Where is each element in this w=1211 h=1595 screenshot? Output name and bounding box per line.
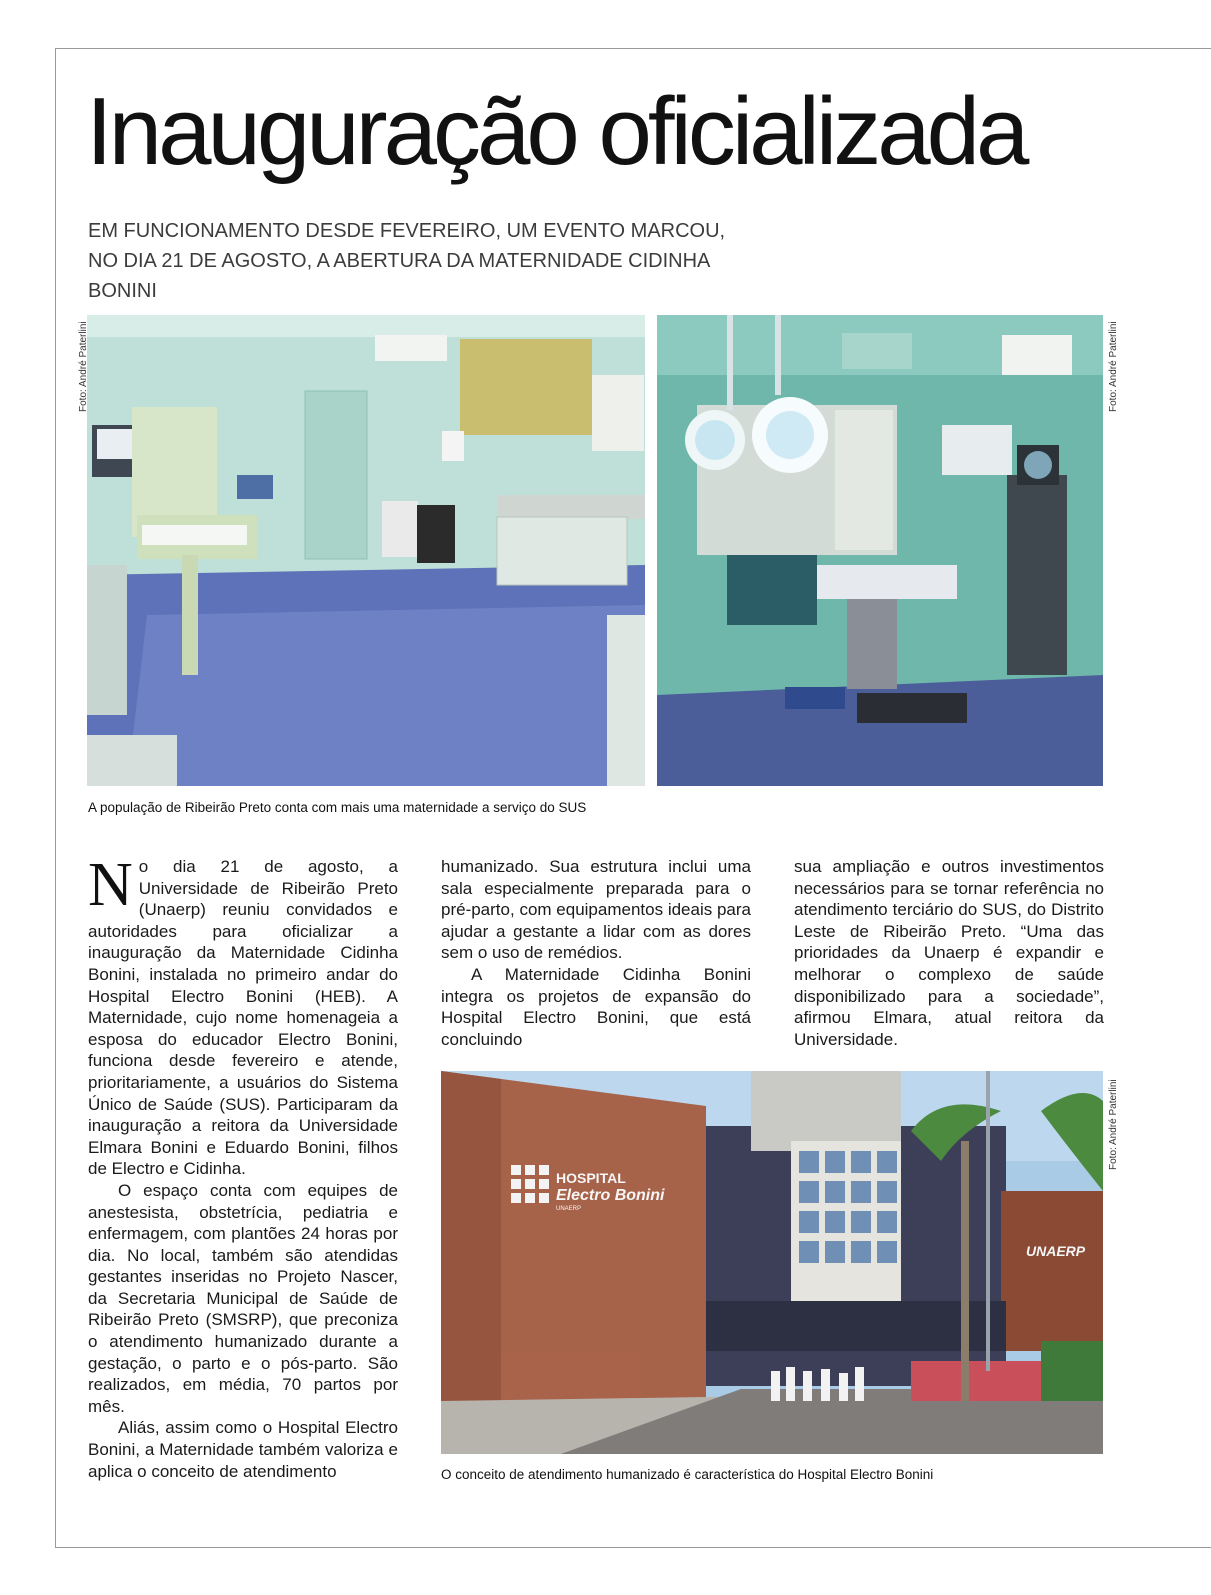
col2-paragraph-1: humanizado. Sua estrutura inclui uma sala especialmente preparada para o pré-parto, com equipamentos ideais para ajudar a gestante a lidar com as dores sem o uso de remédios.	[441, 857, 751, 963]
article-column-2	[441, 856, 751, 1050]
col3-paragraph-1: sua ampliação e outros investimentos necessários para se tornar referência no atendimento terciário do SUS, do Distrito Leste de Ribeirão Preto. “Uma das prioridades da Unaerp é expandir e melhorar o complexo de saúde disponibilizado para a sociedade”, afirmou Elmara, atual reitora da Universidade.	[794, 857, 1104, 1049]
caption-bottom: O conceito de atendimento humanizado é característica do Hospital Electro Bonini	[441, 1467, 934, 1482]
sign-unaerp: UNAERP	[1026, 1243, 1086, 1259]
photo-credit-1: Foto: André Paterlini	[78, 321, 89, 412]
col2-paragraph-2: A Maternidade Cidinha Bonini integra os projetos de expansão do Hospital Electro Bonini, que está concluindo	[441, 964, 751, 1049]
col1-paragraph-3: Aliás, assim como o Hospital Electro Bonini, a Maternidade também valoriza e aplica o conceito de atendimento	[88, 1418, 398, 1481]
photo-maternity-room	[87, 315, 645, 786]
caption-top: A população de Ribeirão Preto conta com mais uma maternidade a serviço do SUS	[88, 800, 587, 815]
page-frame-top	[55, 48, 1211, 49]
article-deck: EM FUNCIONAMENTO DESDE FEVEREIRO, UM EVENTO MARCOU, NO DIA 21 DE AGOSTO, A ABERTURA DA MATERNIDADE CIDINHA BONINI	[88, 220, 726, 302]
article-column-1	[88, 851, 398, 1482]
sign-hospital-line2: Electro Bonini	[556, 1187, 665, 1204]
col1-paragraph-1: o dia 21 de agosto, a Universidade de Ribeirão Preto (Unaerp) reuniu convidados e autoridades para oficializar a inauguração da Maternidade Cidinha Bonini, instalada no primeiro andar do Hospital Electro Bonini (HEB). A Maternidade, cujo nome homenageia a esposa do educador Electro Bonini, funciona desde fevereiro e atende, prioritariamente, a usuários do Sistema Único de Saúde (SUS). Participaram da inauguração a reitora da Universidade Elmara Bonini e Eduardo Bonini, filhos de Electro e Cidinha.	[88, 857, 398, 1179]
col1-paragraph-2: O espaço conta com equipes de anestesista, obstetrícia, pediatria e enfermagem, com plantões 24 horas por dia. No local, também são atendidas gestantes inseridas no Projeto Nascer, da Secretaria Municipal de Saúde de Ribeirão Preto (SMSRP), que preconiza o atendimento humanizado durante a gestação, o parto e o pós-parto. São realizados, em média, 70 partos por mês.	[88, 1180, 398, 1416]
article-headline: Inauguração oficializada	[86, 78, 1026, 185]
page-frame-bottom	[55, 1547, 1211, 1548]
photo-operating-room	[657, 315, 1103, 786]
sign-hospital-line3: UNAERP	[556, 1206, 582, 1212]
drop-cap: N	[88, 851, 133, 919]
sign-hospital-line1: HOSPITAL	[556, 1170, 626, 1186]
article-column-3	[794, 856, 1104, 1050]
page-frame-left	[55, 48, 56, 1548]
photo-hospital-facade	[441, 1071, 1103, 1454]
photo-credit-2: Foto: André Paterlini	[1108, 321, 1119, 412]
photo-credit-3: Foto: André Paterlini	[1108, 1079, 1119, 1170]
